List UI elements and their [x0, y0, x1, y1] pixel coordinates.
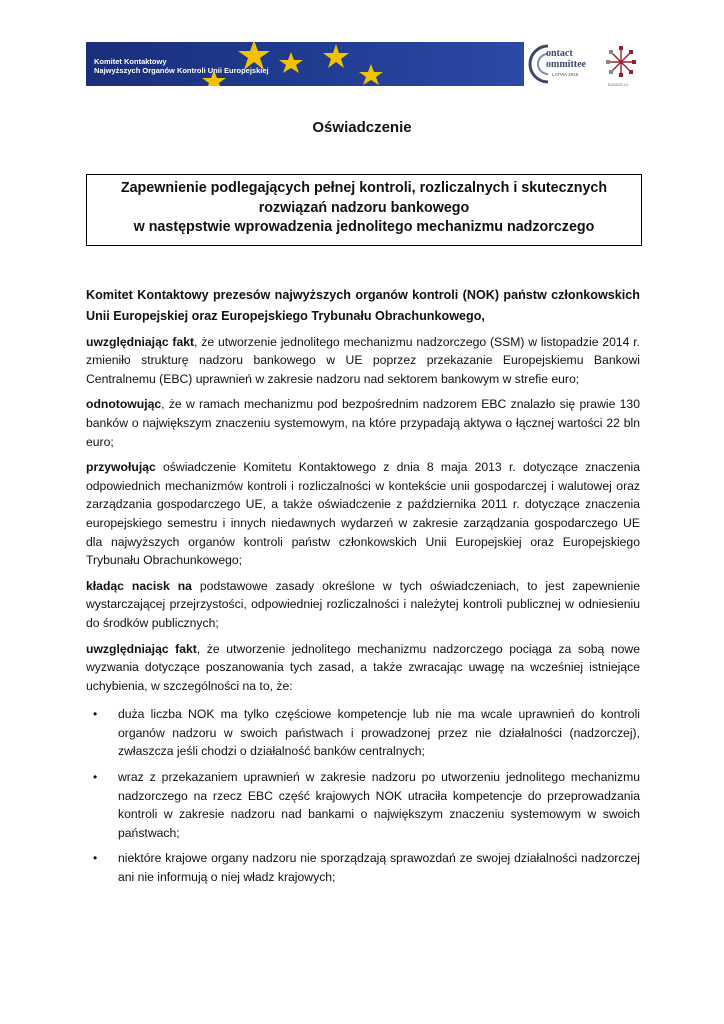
recital-text: , że utworzenie jednolitego mechanizmu nadzorczego pociąga za sobą nowe wyzwania dotyczące poszanowania tych zasad, a także zwracając uwagę na wcześniej istniejące uchybienia, w szczególności na to, że:	[86, 641, 640, 693]
recital-text: oświadczenie Komitetu Kontaktowego z dnia 8 maja 2013 r. dotyczące znaczenia odpowiednich mechanizmów kontroli i rozliczalności w kontekście unii gospodarczej i walutowej oraz zarządzania gospodarczego UE, a także oświadczenie z października 2011 r. dotyczące znaczenia europejskiego semestru i innych niedawnych wydarzeń w zakresie zarządzania gospodarczego UE dla najwyższych organów kontroli państw członkowskich Unii Europejskiej oraz Europejskiego Trybunału Obrachunkowego;	[86, 460, 640, 568]
recital-text: podstawowe zasady określone w tych oświadczeniach, to jest zapewnienie wystarczającej przejrzystości, odpowiedniej rozliczalności i należytej kontroli publicznej w odniesieniu do środków publicznych;	[86, 578, 640, 630]
intro-paragraph: Komitet Kontaktowy prezesów najwyższych organów kontroli (NOK) państw członkowskich Unii Europejskiej oraz Europejskiego Trybunału Obrachunkowego,	[86, 287, 640, 323]
subtitle-line: Zapewnienie podlegających pełnej kontroli, rozliczalnych i skutecznych	[120, 180, 608, 196]
cc-logo-line-2: ommittee	[546, 59, 586, 70]
banner-text	[94, 57, 269, 75]
document-body	[86, 272, 640, 894]
eu-star-icon	[279, 52, 303, 73]
bullet-text: wraz z przekazaniem uprawnień w zakresie nadzoru po utworzeniu jednolitego mechanizmu nadzorczego na rzecz EBC część krajowych NOK utraciła kompetencje do przeprowadzania kontroli w zakresie nadzoru nad bankami o największym znaczeniu systemowym w swoich państwach;	[118, 770, 640, 840]
bullet-text: niektóre krajowe organy nadzoru nie sporządzają sprawozdań ze swojej działalności nadzorczej ani nie informują o niej władz krajowych;	[118, 851, 640, 885]
bullet-icon: •	[93, 707, 98, 722]
recital-keyword: uwzględniając fakt	[86, 334, 195, 349]
recital-paragraph	[86, 577, 640, 633]
eu-star-icon	[323, 44, 349, 68]
bullet-text: duża liczba NOK ma tylko częściowe kompetencje lub nie ma wcale uprawnień do kontroli organów nadzoru w swoich państwach i prowadzonej przez nie działalności (nadzorczej), zwłaszcza jeśli chodzi o działalność banków centralnych;	[118, 707, 640, 759]
subtitle-line: w następstwie wprowadzenia jednolitego mechanizmu nadzorczego	[133, 219, 595, 235]
recital-keyword: przywołując	[86, 460, 156, 475]
lv-logo-subtitle: EU2015.LV	[608, 82, 629, 87]
contact-committee-logo	[526, 42, 602, 92]
cc-logo-subtitle: LATVIA 2015	[552, 72, 579, 77]
eu2015-lv-logo	[604, 42, 638, 92]
recital-keyword: odnotowując	[86, 397, 162, 412]
recital-keyword: uwzględniając fakt	[86, 641, 197, 656]
recital-text: , że utworzenie jednolitego mechanizmu nadzorczego (SSM) w listopadzie 2014 r. zmieniło strukturę nadzoru bankowego w UE poprzez przekazanie Europejskiemu Bankowi Centralnemu (EBC) uprawnień w zakresie nadzoru nad sektorem bankowym w strefie euro;	[86, 334, 640, 386]
header-banner	[86, 42, 524, 86]
cc-logo-line-1: ontact	[546, 48, 573, 59]
cc-logo-text	[546, 48, 586, 70]
bullet-item	[86, 705, 640, 761]
eu-star-icon	[359, 64, 383, 85]
lv-presidency-icon	[604, 42, 638, 82]
banner-line-1: Komitet Kontaktowy	[94, 57, 167, 66]
subtitle-box	[86, 174, 642, 246]
recital-text: , że w ramach mechanizmu pod bezpośrednim nadzorem EBC znalazło się prawie 130 banków o największym znaczeniu systemowym, na które przypadają aktywa o łącznej wartości 22 bln euro;	[86, 397, 640, 449]
bullet-item	[86, 768, 640, 842]
bullet-icon: •	[93, 851, 98, 866]
recital-paragraph	[86, 395, 640, 451]
recital-paragraph	[86, 333, 640, 389]
document-title: Oświadczenie	[312, 119, 412, 136]
recital-paragraph	[86, 640, 640, 696]
subtitle-line: rozwiązań nadzoru bankowego	[258, 199, 470, 216]
banner-line-2: Najwyższych Organów Kontroli Unii Europejskiej	[94, 66, 269, 75]
recital-paragraph	[86, 458, 640, 570]
recital-keyword: kładąc nacisk na	[86, 578, 192, 593]
bullet-icon: •	[93, 770, 98, 785]
bullet-list	[86, 705, 640, 886]
bullet-item	[86, 849, 640, 886]
